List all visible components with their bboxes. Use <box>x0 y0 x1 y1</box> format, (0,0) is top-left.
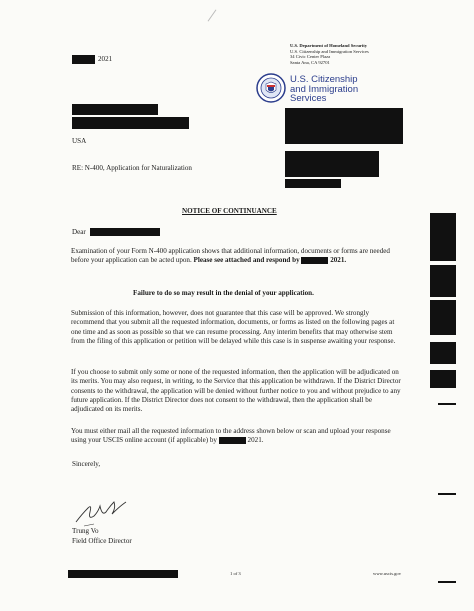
logo-line-2: and Immigration <box>290 83 359 95</box>
page-number: 1 of 3 <box>230 571 241 576</box>
denial-warning: Failure to do so may result in the denial of your application. <box>133 289 314 297</box>
agency-address <box>290 43 400 65</box>
margin-bar-1 <box>430 213 456 261</box>
redacted-response-date-2 <box>219 437 246 444</box>
margin-tick-3 <box>438 581 456 583</box>
agency-line-1: U.S. Department of Homeland Security <box>290 43 368 48</box>
signer-name: Trung Vo <box>72 527 99 535</box>
uscis-logo-text <box>290 75 358 104</box>
margin-bar-3 <box>430 300 456 335</box>
paragraph-4 <box>71 427 403 446</box>
margin-tick-1 <box>438 403 456 405</box>
margin-bar-2 <box>430 265 456 297</box>
signature-icon <box>72 490 132 530</box>
agency-line-4: Santa Ana, CA 92701 <box>290 59 330 65</box>
margin-bar-5 <box>430 370 456 388</box>
margin-tick-2 <box>438 493 456 495</box>
redacted-footer-id <box>68 570 178 578</box>
paragraph-4-text: You must either mail all the requested information to the address shown below or scan and upload your response using your USCIS online account (if applicable) by <box>71 427 391 445</box>
redacted-case-info-2 <box>285 151 379 177</box>
salutation: Dear <box>72 228 86 236</box>
paragraph-2: Submission of this information, however, does not guarantee that this case will be approved. We strongly recommend that you submit all the requested information, documents, or forms as listed on the following pages at one time and as soon as possible so that we can resume processing. Any interim benefits that may otherwise stem from the filing of this application or petition will be delayed while this case is in suspense awaiting your response. <box>71 309 396 345</box>
paragraph-1-year: 2021. <box>330 256 347 265</box>
paragraph-3: If you choose to submit only some or none of the requested information, then the application will be adjudicated on its merits. You may also request, in writing, to the Service that this application be withdrawn. If the District Director consents to the withdrawal, the application will be denied without further notice to you and without prejudice to any future application. If the District Director does not consent to the withdrawal, then the application shall be adjudicated on its merits. <box>71 368 401 414</box>
redacted-response-date-1 <box>301 257 328 264</box>
fold-mark <box>208 9 217 21</box>
date-year: 2021 <box>98 55 113 63</box>
paragraph-1-bold: Please see attached and respond by <box>193 256 300 265</box>
margin-bar-4 <box>430 342 456 364</box>
paragraph-1 <box>71 247 403 266</box>
re-line: RE: N-400, Application for Naturalization <box>72 164 192 172</box>
signer-title: Field Office Director <box>72 537 132 545</box>
redacted-date <box>72 55 95 64</box>
notice-title: NOTICE OF CONTINUANCE <box>182 207 277 215</box>
redacted-case-info-1 <box>285 108 403 144</box>
recipient-country: USA <box>72 137 87 145</box>
redacted-recipient-salutation <box>90 228 160 236</box>
agency-line-2: U.S. Citizenship and Immigration Services <box>290 48 369 54</box>
paragraph-4-year: 2021. <box>247 436 264 445</box>
redacted-recipient-street <box>72 117 189 129</box>
agency-line-3: 34 Civic Center Plaza <box>290 54 331 60</box>
logo-line-3: Services <box>290 93 327 104</box>
closing: Sincerely, <box>72 460 101 468</box>
redacted-recipient-name <box>72 104 158 115</box>
redacted-case-info-3 <box>285 179 341 188</box>
logo-line-1: U.S. Citizenship <box>290 74 358 85</box>
website: www.uscis.gov <box>373 571 402 576</box>
dhs-seal-icon <box>256 73 286 103</box>
paragraph-1-text: Examination of your Form N-400 application shows that additional information, documents or forms are needed before your application can be acted upon. <box>71 247 390 265</box>
